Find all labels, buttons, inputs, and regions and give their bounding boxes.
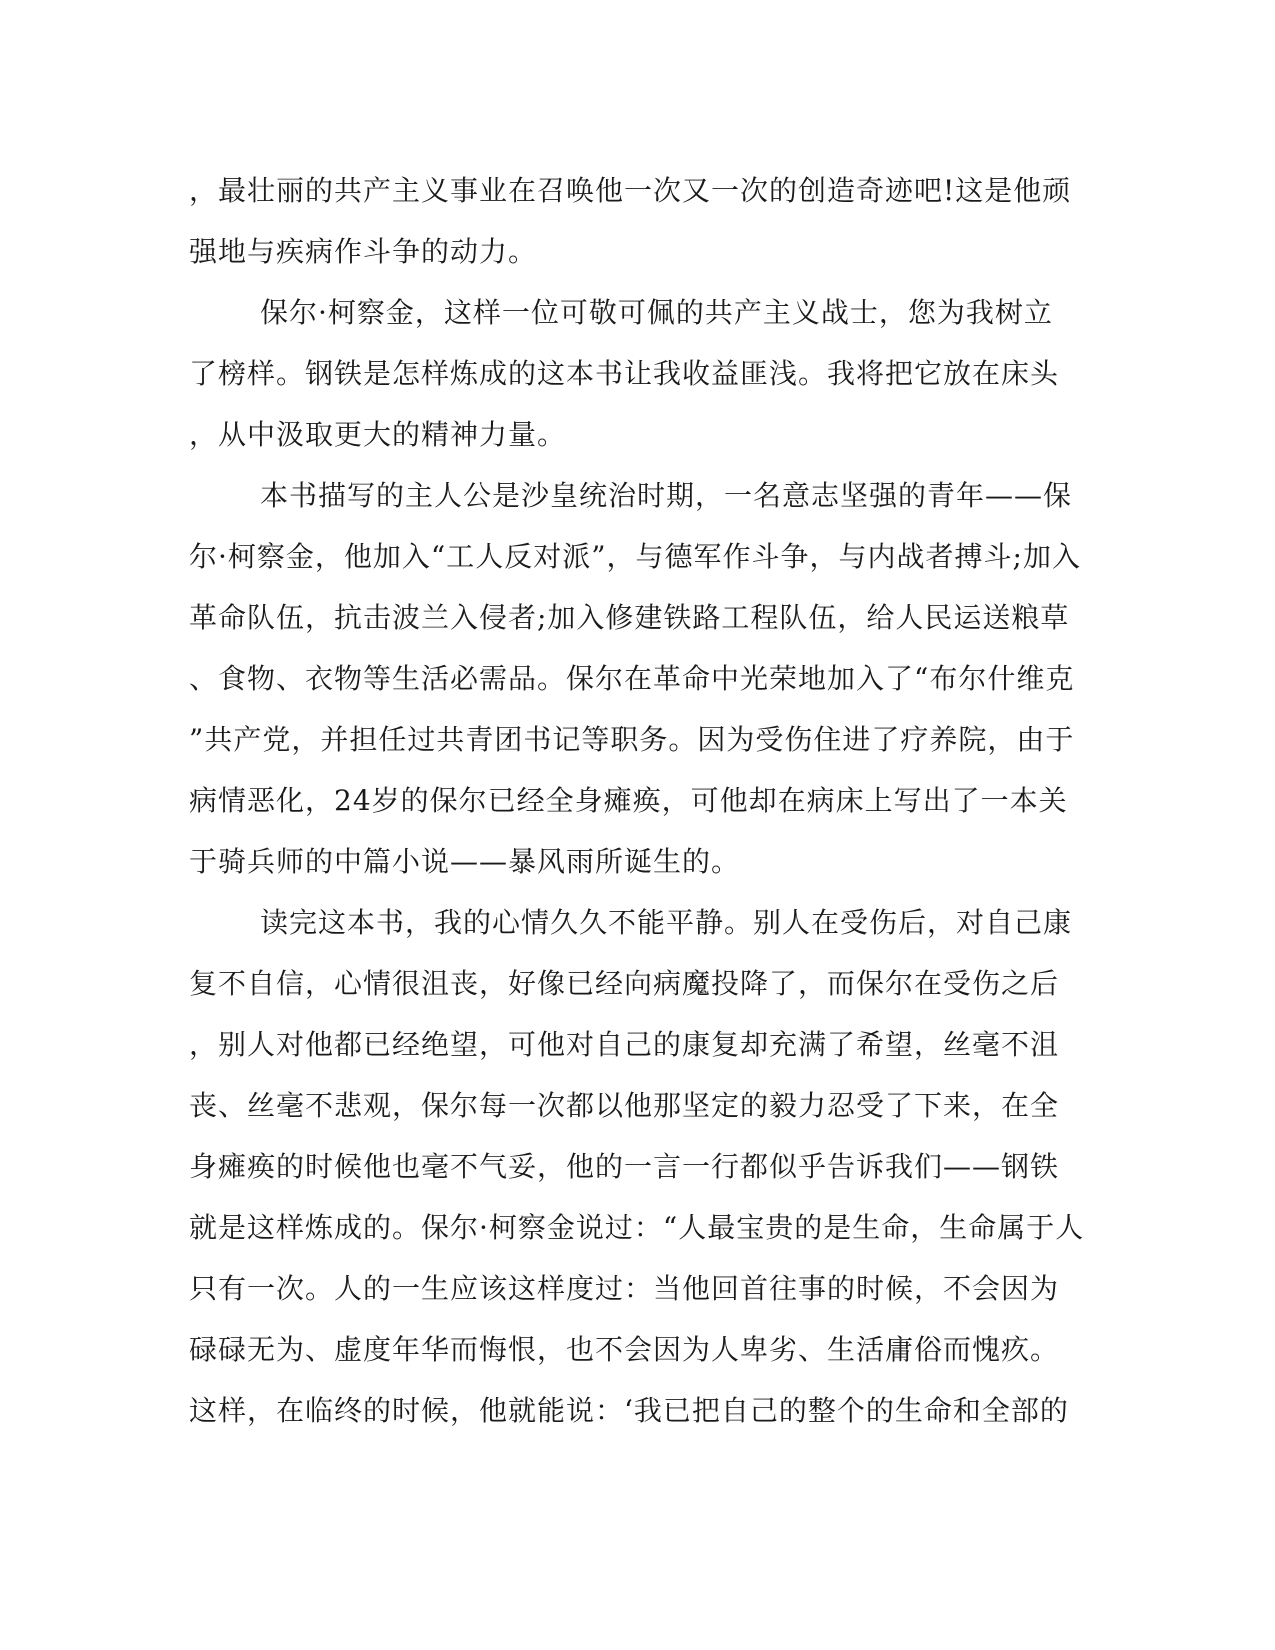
text-line: ，别人对他都已经绝望，可他对自己的康复却充满了希望，丝毫不沮 — [189, 1028, 1060, 1061]
text-line: 丧、丝毫不悲观，保尔每一次都以他那坚定的毅力忍受了下来，在全 — [189, 1089, 1060, 1122]
text-line: 碌碌无为、虚度年华而悔恨，也不会因为人卑劣、生活庸俗而愧疚。 — [189, 1333, 1060, 1366]
text-line: 于骑兵师的中篇小说——暴风雨所诞生的。 — [189, 845, 741, 878]
text-line: 尔·柯察金，他加入“工人反对派”，与德军作斗争，与内战者搏斗;加入 — [189, 540, 1081, 573]
text-line: 本书描写的主人公是沙皇统治时期，一名意志坚强的青年——保 — [260, 479, 1073, 512]
text-line: 这样，在临终的时候，他就能说：‘我已把自己的整个的生命和全部的 — [189, 1394, 1069, 1427]
paragraph-1 — [189, 160, 1089, 282]
body-text — [189, 160, 1089, 1441]
text-line: 就是这样炼成的。保尔·柯察金说过：“人最宝贵的是生命，生命属于人 — [189, 1211, 1085, 1244]
text-line: 、食物、衣物等生活必需品。保尔在革命中光荣地加入了“布尔什维克 — [189, 662, 1075, 695]
paragraph-3 — [189, 465, 1089, 892]
text-line: 病情恶化，24岁的保尔已经全身瘫痪，可他却在病床上写出了一本关 — [189, 784, 1068, 817]
text-line: ，从中汲取更大的精神力量。 — [189, 418, 567, 451]
text-line: 身瘫痪的时候他也毫不气妥，他的一言一行都似乎告诉我们——钢铁 — [189, 1150, 1060, 1183]
text-line: 只有一次。人的一生应该这样度过：当他回首往事的时候，不会因为 — [189, 1272, 1060, 1305]
text-line: 强地与疾病作斗争的动力。 — [189, 235, 538, 268]
text-line: 保尔·柯察金，这样一位可敬可佩的共产主义战士，您为我树立 — [260, 296, 1053, 329]
paragraph-4 — [189, 892, 1089, 1441]
text-line: 复不自信，心情很沮丧，好像已经向病魔投降了，而保尔在受伤之后 — [189, 967, 1060, 1000]
text-line: 读完这本书，我的心情久久不能平静。别人在受伤后，对自己康 — [260, 906, 1073, 939]
text-line: 了榜样。钢铁是怎样炼成的这本书让我收益匪浅。我将把它放在床头 — [189, 357, 1060, 390]
text-line: 革命队伍，抗击波兰入侵者;加入修建铁路工程队伍，给人民运送粮草 — [189, 601, 1070, 634]
text-line: ，最壮丽的共产主义事业在召唤他一次又一次的创造奇迹吧!这是他顽 — [189, 174, 1072, 207]
paragraph-2 — [189, 282, 1089, 465]
text-line: ”共产党，并担任过共青团书记等职务。因为受伤住进了疗养院，由于 — [189, 723, 1075, 756]
